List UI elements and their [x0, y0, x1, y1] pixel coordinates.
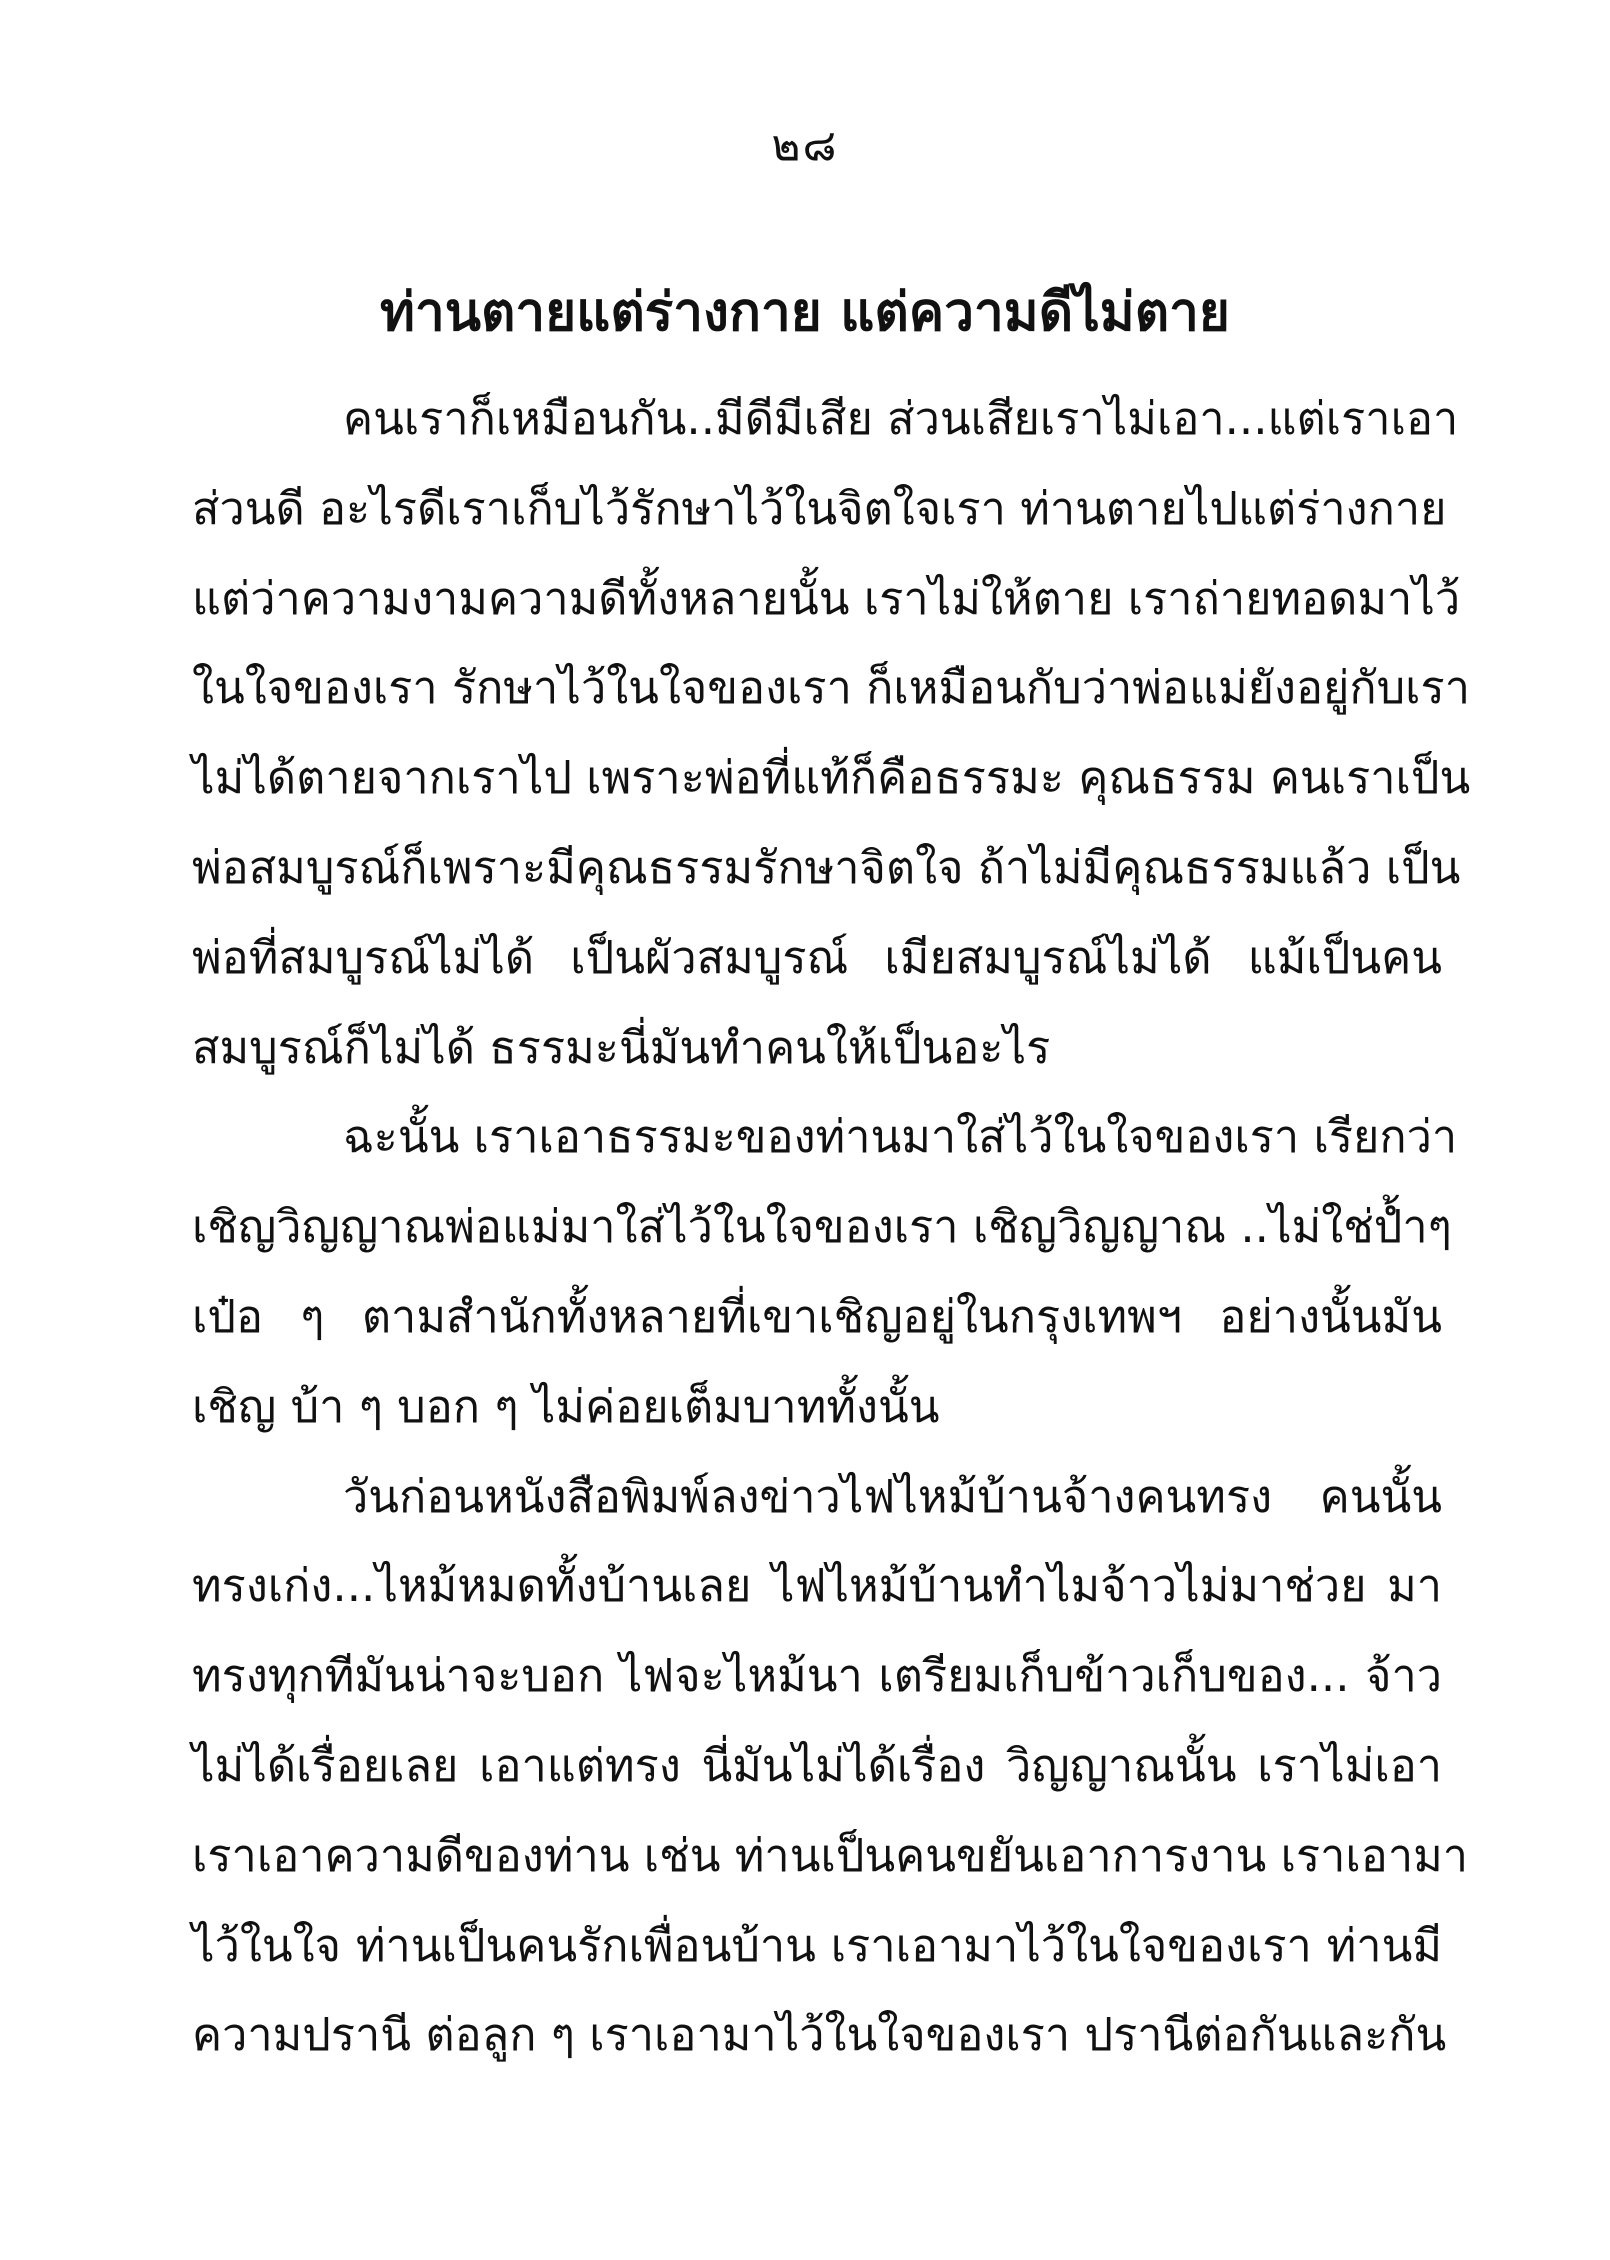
text-line: คนเราก็เหมือนกัน..มีดีมีเสีย ส่วนเสียเราไม่เอา...แต่เราเอา	[343, 392, 1459, 445]
paragraph-1	[192, 374, 1471, 1092]
text-line: แต่ว่าความงามความดีทั้งหลายนั้น เราไม่ให้ตาย เราถ่ายทอดมาไว้	[192, 571, 1461, 625]
text-line: ไม่ได้เรื่อยเลย เอาแต่ทรง นี่มันไม่ได้เรื่อง วิญญาณนั้น เราไม่เอา	[192, 1738, 1442, 1792]
text-line: ส่วนดี อะไรดีเราเก็บไว้รักษาไว้ในจิตใจเรา ท่านตายไปแต่ร่างกาย	[192, 481, 1447, 535]
text-line: ไม่ได้ตายจากเราไป เพราะพ่อที่แท้ก็คือธรรมะ คุณธรรม คนเราเป็น	[192, 751, 1471, 805]
text-line: ความปรานี ต่อลูก ๆ เราเอามาไว้ในใจของเรา ปรานีต่อกันและกัน	[192, 2008, 1447, 2062]
chapter-title: ท่านตายแต่ร่างกาย แต่ความดีไม่ตาย	[380, 282, 1230, 343]
page-number: ๒๘	[771, 120, 839, 171]
text-line: ฉะนั้น เราเอาธรรมะของท่านมาใส่ไว้ในใจของเรา เรียกว่า	[343, 1110, 1458, 1164]
text-line: ทรงเก่ง...ไหม้หมดทั้งบ้านเลย ไฟไหม้บ้านทำไมจ้าวไม่มาช่วย มา	[192, 1559, 1442, 1613]
text-line: ไว้ในใจ ท่านเป็นคนรักเพื่อนบ้าน เราเอามาไว้ในใจของเรา ท่านมี	[192, 1918, 1442, 1972]
body-text	[192, 374, 1471, 2080]
text-line: เชิญวิญญาณพ่อแม่มาใส่ไว้ในใจของเรา เชิญวิญญาณ ..ไม่ใช่ป้ำๆ	[192, 1200, 1452, 1254]
text-line: ทรงทุกทีมันน่าจะบอก ไฟจะไหม้นา เตรียมเก็บข้าวเก็บของ... จ้าว	[192, 1649, 1442, 1703]
text-line: เราเอาความดีของท่าน เช่น ท่านเป็นคนขยันเอาการงาน เราเอามา	[192, 1828, 1469, 1882]
text-line: วันก่อนหนังสือพิมพ์ลงข่าวไฟไหม้บ้านจ้างคนทรง คนนั้น	[343, 1469, 1442, 1523]
text-line: สมบูรณ์ก็ไม่ได้ ธรรมะนี่มันทำคนให้เป็นอะไร	[192, 1020, 1051, 1074]
paragraph-3	[192, 1452, 1469, 2081]
text-line: เชิญ บ้า ๆ บอก ๆ ไม่ค่อยเต็มบาททั้งนั้น	[192, 1379, 940, 1433]
text-line: ในใจของเรา รักษาไว้ในใจของเรา ก็เหมือนกับว่าพ่อแม่ยังอยู่กับเรา	[192, 661, 1470, 715]
text-line: พ่อสมบูรณ์ก็เพราะมีคุณธรรมรักษาจิตใจ ถ้าไม่มีคุณธรรมแล้ว เป็น	[192, 840, 1461, 894]
text-line: เป๋อ ๆ ตามสำนักทั้งหลายที่เขาเชิญอยู่ในกรุงเทพฯ อย่างนั้นมัน	[192, 1289, 1442, 1343]
text-line: พ่อที่สมบูรณ์ไม่ได้ เป็นผัวสมบูรณ์ เมียสมบูรณ์ไม่ได้ แม้เป็นคน	[192, 930, 1442, 984]
paragraph-2	[192, 1092, 1458, 1451]
